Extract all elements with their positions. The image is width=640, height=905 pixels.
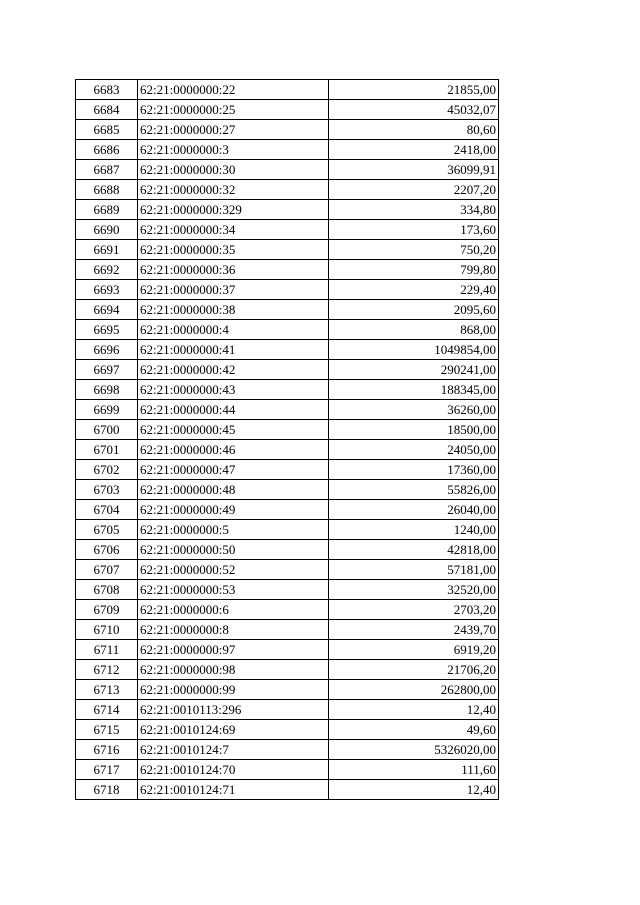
cadastral-number-cell: 62:21:0010113:296 <box>138 700 329 720</box>
data-table <box>75 79 499 800</box>
row-number-cell: 6698 <box>76 380 138 400</box>
row-number-cell: 6702 <box>76 460 138 480</box>
table-row <box>76 460 499 480</box>
row-number-cell: 6697 <box>76 360 138 380</box>
row-number-cell: 6718 <box>76 780 138 800</box>
cadastral-number-cell: 62:21:0000000:35 <box>138 240 329 260</box>
value-cell: 750,20 <box>329 240 499 260</box>
cadastral-number-cell: 62:21:0000000:42 <box>138 360 329 380</box>
row-number-cell: 6711 <box>76 640 138 660</box>
table-row <box>76 300 499 320</box>
value-cell: 18500,00 <box>329 420 499 440</box>
cadastral-number-cell: 62:21:0000000:3 <box>138 140 329 160</box>
table-row <box>76 80 499 100</box>
value-cell: 262800,00 <box>329 680 499 700</box>
row-number-cell: 6712 <box>76 660 138 680</box>
table-row <box>76 280 499 300</box>
row-number-cell: 6683 <box>76 80 138 100</box>
table-row <box>76 360 499 380</box>
row-number-cell: 6685 <box>76 120 138 140</box>
row-number-cell: 6690 <box>76 220 138 240</box>
table-row <box>76 120 499 140</box>
row-number-cell: 6688 <box>76 180 138 200</box>
cadastral-number-cell: 62:21:0000000:98 <box>138 660 329 680</box>
table-row <box>76 220 499 240</box>
row-number-cell: 6692 <box>76 260 138 280</box>
value-cell: 2703,20 <box>329 600 499 620</box>
table-row <box>76 380 499 400</box>
cadastral-number-cell: 62:21:0000000:97 <box>138 640 329 660</box>
cadastral-number-cell: 62:21:0000000:22 <box>138 80 329 100</box>
cadastral-number-cell: 62:21:0000000:36 <box>138 260 329 280</box>
value-cell: 12,40 <box>329 780 499 800</box>
row-number-cell: 6699 <box>76 400 138 420</box>
cadastral-number-cell: 62:21:0000000:50 <box>138 540 329 560</box>
value-cell: 2095,60 <box>329 300 499 320</box>
table-row <box>76 240 499 260</box>
table-row <box>76 140 499 160</box>
table-row <box>76 700 499 720</box>
cadastral-number-cell: 62:21:0010124:7 <box>138 740 329 760</box>
value-cell: 2207,20 <box>329 180 499 200</box>
value-cell: 45032,07 <box>329 100 499 120</box>
table-body <box>76 80 499 800</box>
cadastral-number-cell: 62:21:0010124:71 <box>138 780 329 800</box>
table-row <box>76 100 499 120</box>
row-number-cell: 6696 <box>76 340 138 360</box>
cadastral-number-cell: 62:21:0000000:52 <box>138 560 329 580</box>
value-cell: 290241,00 <box>329 360 499 380</box>
row-number-cell: 6700 <box>76 420 138 440</box>
cadastral-number-cell: 62:21:0000000:8 <box>138 620 329 640</box>
value-cell: 334,80 <box>329 200 499 220</box>
row-number-cell: 6684 <box>76 100 138 120</box>
value-cell: 2418,00 <box>329 140 499 160</box>
cadastral-number-cell: 62:21:0000000:37 <box>138 280 329 300</box>
value-cell: 21706,20 <box>329 660 499 680</box>
value-cell: 5326020,00 <box>329 740 499 760</box>
table-row <box>76 520 499 540</box>
cadastral-number-cell: 62:21:0000000:34 <box>138 220 329 240</box>
cadastral-number-cell: 62:21:0000000:25 <box>138 100 329 120</box>
row-number-cell: 6707 <box>76 560 138 580</box>
value-cell: 2439,70 <box>329 620 499 640</box>
cadastral-number-cell: 62:21:0000000:45 <box>138 420 329 440</box>
row-number-cell: 6710 <box>76 620 138 640</box>
value-cell: 6919,20 <box>329 640 499 660</box>
value-cell: 17360,00 <box>329 460 499 480</box>
cadastral-number-cell: 62:21:0010124:69 <box>138 720 329 740</box>
value-cell: 12,40 <box>329 700 499 720</box>
cadastral-number-cell: 62:21:0000000:41 <box>138 340 329 360</box>
table-row <box>76 180 499 200</box>
table-row <box>76 780 499 800</box>
table-row <box>76 560 499 580</box>
value-cell: 21855,00 <box>329 80 499 100</box>
value-cell: 36260,00 <box>329 400 499 420</box>
value-cell: 111,60 <box>329 760 499 780</box>
row-number-cell: 6714 <box>76 700 138 720</box>
cadastral-number-cell: 62:21:0000000:27 <box>138 120 329 140</box>
table-row <box>76 400 499 420</box>
value-cell: 36099,91 <box>329 160 499 180</box>
value-cell: 173,60 <box>329 220 499 240</box>
cadastral-number-cell: 62:21:0000000:48 <box>138 480 329 500</box>
value-cell: 229,40 <box>329 280 499 300</box>
table-row <box>76 600 499 620</box>
cadastral-number-cell: 62:21:0000000:5 <box>138 520 329 540</box>
table-row <box>76 720 499 740</box>
table-row <box>76 320 499 340</box>
value-cell: 49,60 <box>329 720 499 740</box>
value-cell: 188345,00 <box>329 380 499 400</box>
row-number-cell: 6686 <box>76 140 138 160</box>
cadastral-number-cell: 62:21:0000000:47 <box>138 460 329 480</box>
table-row <box>76 260 499 280</box>
row-number-cell: 6705 <box>76 520 138 540</box>
row-number-cell: 6687 <box>76 160 138 180</box>
value-cell: 26040,00 <box>329 500 499 520</box>
value-cell: 1240,00 <box>329 520 499 540</box>
table-row <box>76 200 499 220</box>
cadastral-number-cell: 62:21:0000000:43 <box>138 380 329 400</box>
value-cell: 55826,00 <box>329 480 499 500</box>
cadastral-number-cell: 62:21:0000000:44 <box>138 400 329 420</box>
table-row <box>76 500 499 520</box>
table-row <box>76 760 499 780</box>
value-cell: 57181,00 <box>329 560 499 580</box>
value-cell: 868,00 <box>329 320 499 340</box>
cadastral-number-cell: 62:21:0000000:32 <box>138 180 329 200</box>
table-row <box>76 740 499 760</box>
table-row <box>76 620 499 640</box>
row-number-cell: 6715 <box>76 720 138 740</box>
value-cell: 80,60 <box>329 120 499 140</box>
table-row <box>76 480 499 500</box>
cadastral-number-cell: 62:21:0000000:30 <box>138 160 329 180</box>
row-number-cell: 6704 <box>76 500 138 520</box>
row-number-cell: 6716 <box>76 740 138 760</box>
row-number-cell: 6695 <box>76 320 138 340</box>
cadastral-number-cell: 62:21:0000000:4 <box>138 320 329 340</box>
row-number-cell: 6693 <box>76 280 138 300</box>
value-cell: 1049854,00 <box>329 340 499 360</box>
cadastral-number-cell: 62:21:0010124:70 <box>138 760 329 780</box>
row-number-cell: 6708 <box>76 580 138 600</box>
cadastral-number-cell: 62:21:0000000:49 <box>138 500 329 520</box>
table-row <box>76 680 499 700</box>
row-number-cell: 6694 <box>76 300 138 320</box>
table-row <box>76 660 499 680</box>
cadastral-number-cell: 62:21:0000000:329 <box>138 200 329 220</box>
value-cell: 42818,00 <box>329 540 499 560</box>
cadastral-number-cell: 62:21:0000000:38 <box>138 300 329 320</box>
table-row <box>76 540 499 560</box>
value-cell: 32520,00 <box>329 580 499 600</box>
value-cell: 24050,00 <box>329 440 499 460</box>
row-number-cell: 6706 <box>76 540 138 560</box>
table-row <box>76 440 499 460</box>
table-row <box>76 420 499 440</box>
row-number-cell: 6709 <box>76 600 138 620</box>
row-number-cell: 6689 <box>76 200 138 220</box>
cadastral-number-cell: 62:21:0000000:99 <box>138 680 329 700</box>
table-row <box>76 340 499 360</box>
table-row <box>76 640 499 660</box>
cadastral-number-cell: 62:21:0000000:46 <box>138 440 329 460</box>
table-row <box>76 580 499 600</box>
row-number-cell: 6691 <box>76 240 138 260</box>
table-row <box>76 160 499 180</box>
cadastral-number-cell: 62:21:0000000:6 <box>138 600 329 620</box>
row-number-cell: 6713 <box>76 680 138 700</box>
cadastral-number-cell: 62:21:0000000:53 <box>138 580 329 600</box>
row-number-cell: 6701 <box>76 440 138 460</box>
row-number-cell: 6703 <box>76 480 138 500</box>
row-number-cell: 6717 <box>76 760 138 780</box>
value-cell: 799,80 <box>329 260 499 280</box>
